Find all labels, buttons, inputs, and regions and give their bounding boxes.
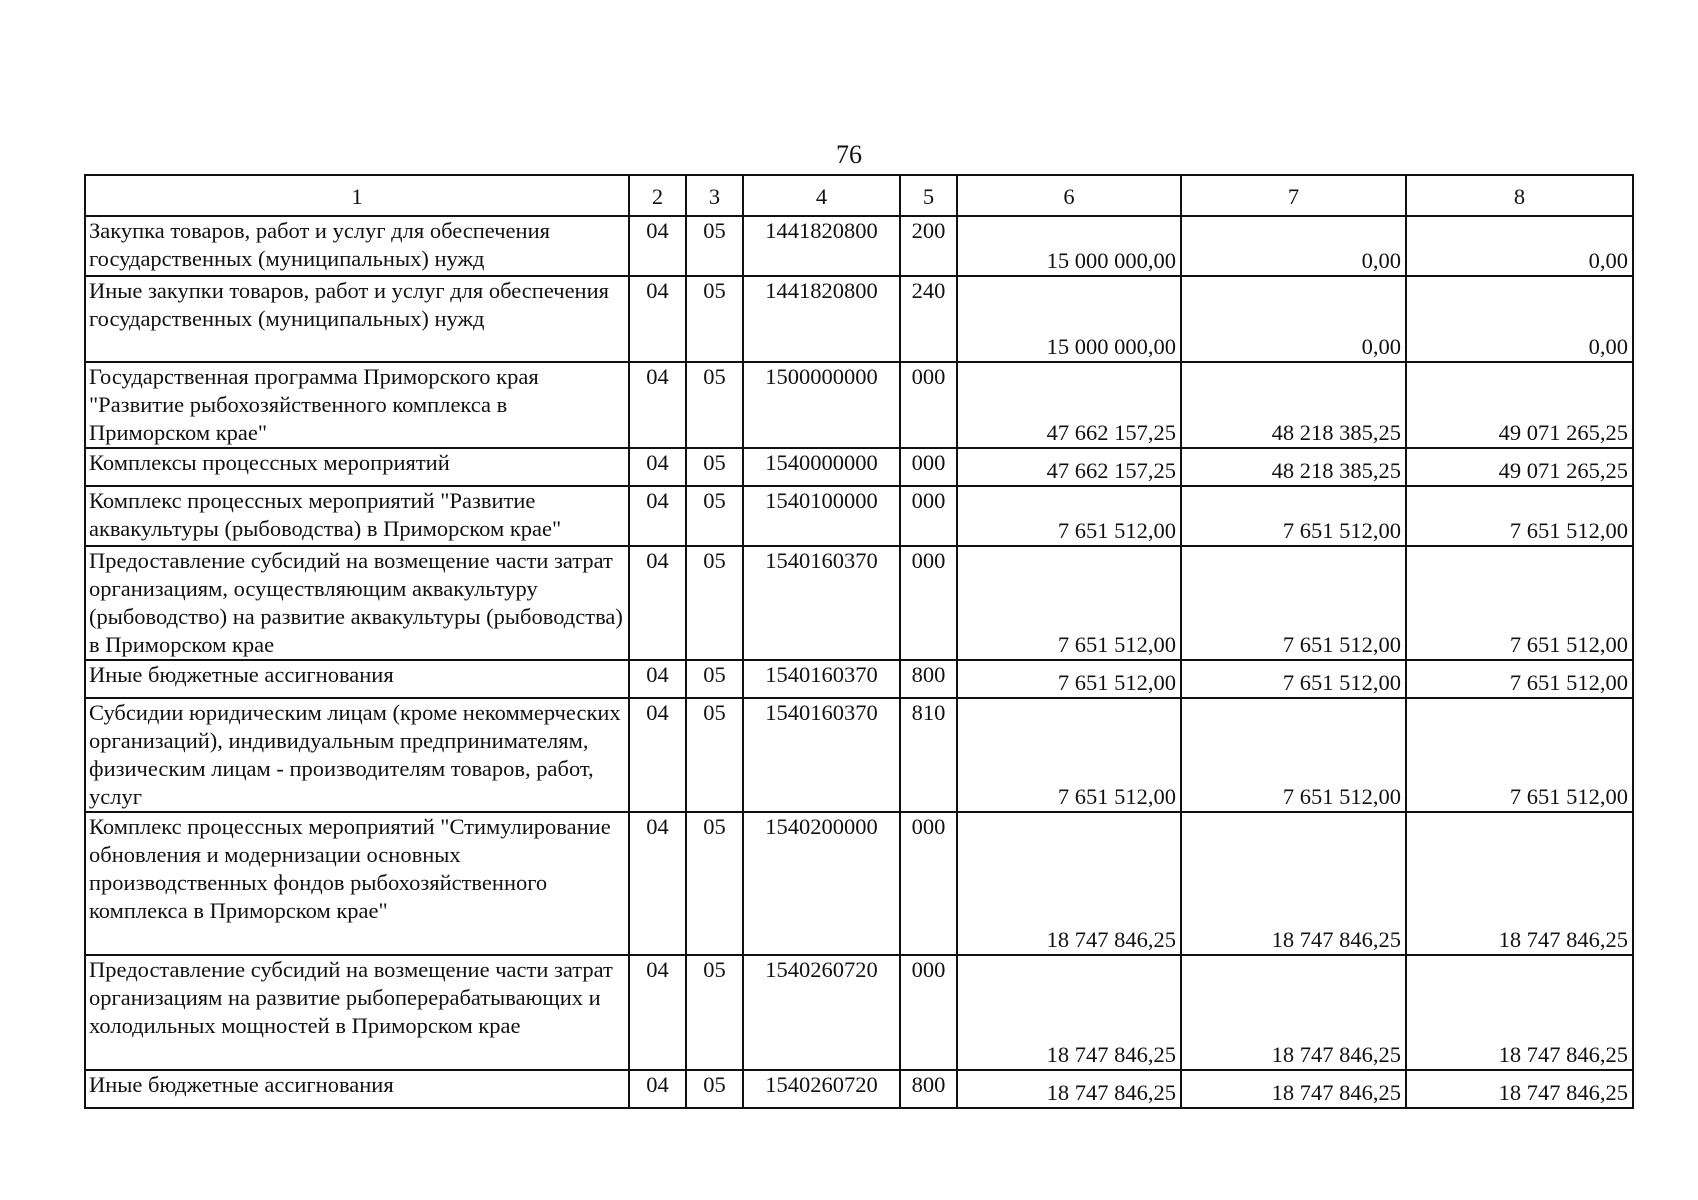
subsection-code: 05 (686, 955, 743, 1070)
target-article-code: 1540000000 (743, 448, 900, 486)
amount-col-8: 7 651 512,00 (1406, 546, 1633, 660)
header-row (85, 175, 1633, 216)
amount-col-8: 49 071 265,25 (1406, 448, 1633, 486)
amount-col-8: 49 071 265,25 (1406, 362, 1633, 448)
target-article-code: 1441820800 (743, 216, 900, 276)
section-code: 04 (629, 448, 686, 486)
expense-type-code: 000 (900, 955, 957, 1070)
section-code: 04 (629, 486, 686, 546)
amount-col-7: 7 651 512,00 (1181, 660, 1406, 698)
amount-col-8: 7 651 512,00 (1406, 486, 1633, 546)
expense-type-code: 000 (900, 812, 957, 955)
amount-col-6: 7 651 512,00 (957, 546, 1181, 660)
table-row (85, 1070, 1633, 1108)
table-row (85, 362, 1633, 448)
subsection-code: 05 (686, 448, 743, 486)
section-code: 04 (629, 1070, 686, 1108)
subsection-code: 05 (686, 1070, 743, 1108)
amount-col-7: 48 218 385,25 (1181, 362, 1406, 448)
amount-col-7: 18 747 846,25 (1181, 955, 1406, 1070)
amount-col-7: 48 218 385,25 (1181, 448, 1406, 486)
amount-col-7: 7 651 512,00 (1181, 698, 1406, 812)
row-name: Иные бюджетные ассигнования (85, 1070, 629, 1108)
target-article-code: 1500000000 (743, 362, 900, 448)
column-header: 1 (85, 175, 629, 216)
section-code: 04 (629, 812, 686, 955)
amount-col-6: 47 662 157,25 (957, 362, 1181, 448)
amount-col-6: 18 747 846,25 (957, 955, 1181, 1070)
target-article-code: 1540200000 (743, 812, 900, 955)
row-name: Комплексы процессных мероприятий (85, 448, 629, 486)
subsection-code: 05 (686, 812, 743, 955)
section-code: 04 (629, 546, 686, 660)
expense-type-code: 000 (900, 362, 957, 448)
subsection-code: 05 (686, 276, 743, 362)
subsection-code: 05 (686, 216, 743, 276)
target-article-code: 1540160370 (743, 698, 900, 812)
table-row (85, 486, 1633, 546)
section-code: 04 (629, 955, 686, 1070)
table-row (85, 216, 1633, 276)
amount-col-8: 7 651 512,00 (1406, 660, 1633, 698)
subsection-code: 05 (686, 362, 743, 448)
page-number: 76 (836, 140, 862, 169)
budget-table (84, 174, 1634, 1109)
amount-col-6: 18 747 846,25 (957, 812, 1181, 955)
row-name: Иные бюджетные ассигнования (85, 660, 629, 698)
target-article-code: 1540160370 (743, 660, 900, 698)
row-name: Закупка товаров, работ и услуг для обеспечения государственных (муниципальных) нужд (85, 216, 629, 276)
amount-col-6: 47 662 157,25 (957, 448, 1181, 486)
table-row (85, 812, 1633, 955)
amount-col-6: 7 651 512,00 (957, 660, 1181, 698)
section-code: 04 (629, 276, 686, 362)
table-row (85, 448, 1633, 486)
table-row (85, 660, 1633, 698)
expense-type-code: 800 (900, 1070, 957, 1108)
amount-col-6: 15 000 000,00 (957, 276, 1181, 362)
row-name: Государственная программа Приморского края "Развитие рыбохозяйственного комплекса в Приморском крае" (85, 362, 629, 448)
column-header: 2 (629, 175, 686, 216)
row-name: Предоставление субсидий на возмещение части затрат организациям, осуществляющим аквакультуру (рыбоводство) на развитие аквакультуры (рыбоводства) в Приморском крае (85, 546, 629, 660)
target-article-code: 1540260720 (743, 1070, 900, 1108)
expense-type-code: 000 (900, 448, 957, 486)
column-header: 4 (743, 175, 900, 216)
expense-type-code: 240 (900, 276, 957, 362)
column-header: 6 (957, 175, 1181, 216)
target-article-code: 1540260720 (743, 955, 900, 1070)
amount-col-7: 7 651 512,00 (1181, 486, 1406, 546)
section-code: 04 (629, 216, 686, 276)
section-code: 04 (629, 660, 686, 698)
target-article-code: 1540160370 (743, 546, 900, 660)
amount-col-6: 7 651 512,00 (957, 486, 1181, 546)
expense-type-code: 200 (900, 216, 957, 276)
expense-type-code: 000 (900, 546, 957, 660)
amount-col-6: 15 000 000,00 (957, 216, 1181, 276)
column-header: 5 (900, 175, 957, 216)
amount-col-7: 18 747 846,25 (1181, 812, 1406, 955)
table-row (85, 955, 1633, 1070)
amount-col-7: 18 747 846,25 (1181, 1070, 1406, 1108)
subsection-code: 05 (686, 486, 743, 546)
section-code: 04 (629, 698, 686, 812)
row-name: Комплекс процессных мероприятий "Стимулирование обновления и модернизации основных производственных фондов рыбохозяйственного комплекса в Приморском крае" (85, 812, 629, 955)
target-article-code: 1441820800 (743, 276, 900, 362)
amount-col-6: 7 651 512,00 (957, 698, 1181, 812)
amount-col-8: 0,00 (1406, 216, 1633, 276)
amount-col-7: 0,00 (1181, 276, 1406, 362)
amount-col-8: 7 651 512,00 (1406, 698, 1633, 812)
row-name: Иные закупки товаров, работ и услуг для обеспечения государственных (муниципальных) нужд (85, 276, 629, 362)
amount-col-7: 7 651 512,00 (1181, 546, 1406, 660)
amount-col-8: 18 747 846,25 (1406, 812, 1633, 955)
table-row (85, 698, 1633, 812)
subsection-code: 05 (686, 660, 743, 698)
row-name: Предоставление субсидий на возмещение части затрат организациям на развитие рыбоперерабатывающих и холодильных мощностей в Приморском крае (85, 955, 629, 1070)
expense-type-code: 000 (900, 486, 957, 546)
column-header: 3 (686, 175, 743, 216)
table-row (85, 546, 1633, 660)
target-article-code: 1540100000 (743, 486, 900, 546)
subsection-code: 05 (686, 698, 743, 812)
amount-col-6: 18 747 846,25 (957, 1070, 1181, 1108)
amount-col-8: 18 747 846,25 (1406, 1070, 1633, 1108)
column-header: 7 (1181, 175, 1406, 216)
table-row (85, 276, 1633, 362)
amount-col-7: 0,00 (1181, 216, 1406, 276)
column-header: 8 (1406, 175, 1633, 216)
section-code: 04 (629, 362, 686, 448)
row-name: Субсидии юридическим лицам (кроме некоммерческих организаций), индивидуальным предпринимателям, физическим лицам - производителям товаров, работ, услуг (85, 698, 629, 812)
amount-col-8: 0,00 (1406, 276, 1633, 362)
expense-type-code: 810 (900, 698, 957, 812)
expense-type-code: 800 (900, 660, 957, 698)
subsection-code: 05 (686, 546, 743, 660)
amount-col-8: 18 747 846,25 (1406, 955, 1633, 1070)
row-name: Комплекс процессных мероприятий "Развитие аквакультуры (рыбоводства) в Приморском крае" (85, 486, 629, 546)
